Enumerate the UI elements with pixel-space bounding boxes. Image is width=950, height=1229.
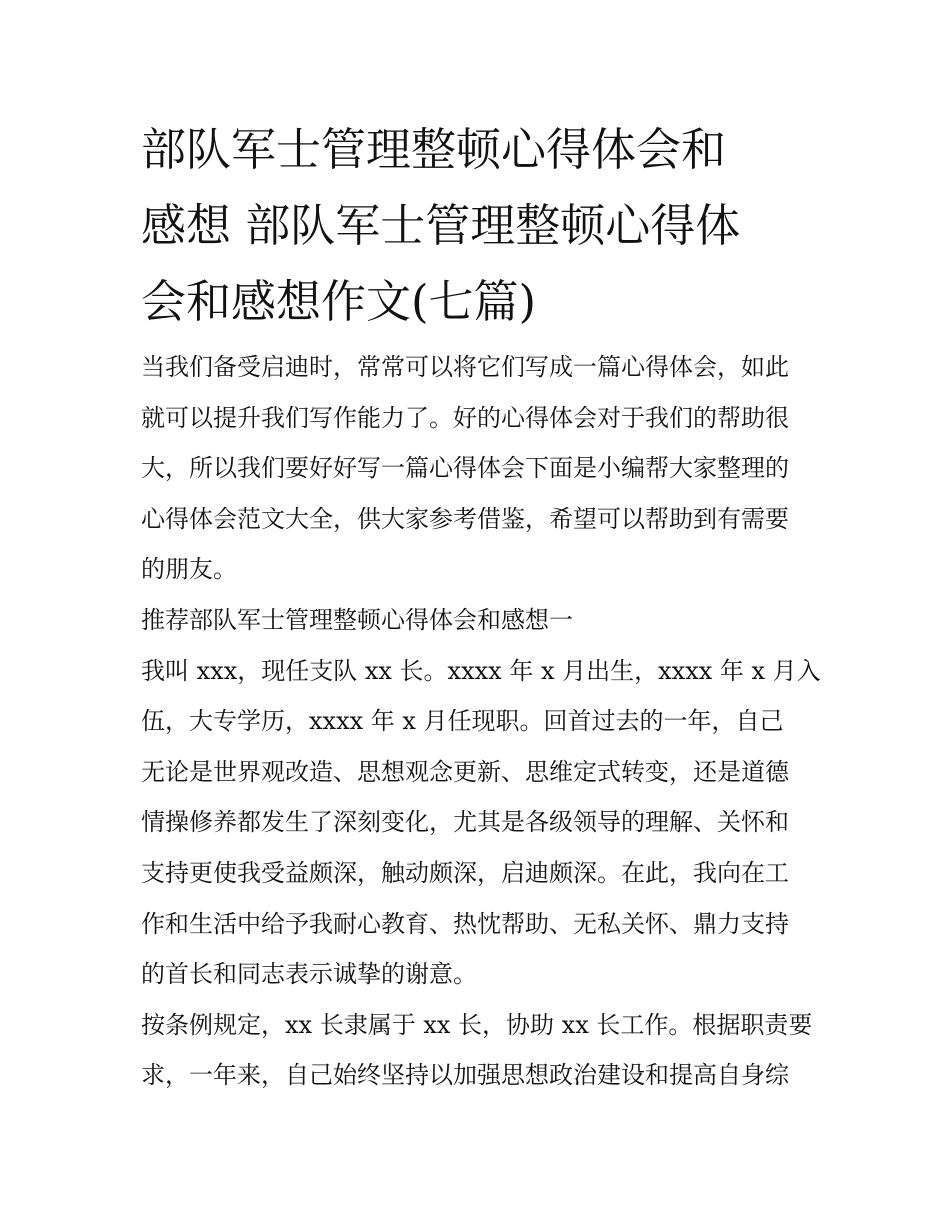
- body-line: 就可以提升我们写作能力了。好的心得体会对于我们的帮助很: [141, 403, 789, 432]
- body-line: 无论是世界观改造、思想观念更新、思维定式转变，还是道德: [141, 757, 789, 786]
- body-line: 我叫 xxx，现任支队 xx 长。xxxx 年 x 月出生，xxxx 年 x 月入: [141, 656, 821, 685]
- body-line: 的首长和同志表示诚挚的谢意。: [141, 960, 477, 989]
- document-content: [141, 112, 831, 1101]
- body-line: 支持更使我受益颇深，触动颇深，启迪颇深。在此，我向在工: [141, 858, 789, 887]
- body-line: 的朋友。: [141, 555, 237, 584]
- body-line: 大，所以我们要好好写一篇心得体会下面是小编帮大家整理的: [141, 454, 789, 483]
- body-line: 心得体会范文大全，供大家参考借鉴，希望可以帮助到有需要: [141, 504, 789, 533]
- body-line: 当我们备受启迪时，常常可以将它们写成一篇心得体会，如此: [141, 353, 789, 381]
- body-line: 伍，大专学历，xxxx 年 x 月任现职。回首过去的一年，自己: [141, 707, 784, 736]
- document-title: [141, 112, 831, 340]
- title-line: 部队军士管理整顿心得体会和: [141, 123, 727, 176]
- body-line: 情操修养都发生了深刻变化，尤其是各级领导的理解、关怀和: [141, 808, 789, 837]
- body-line: 作和生活中给予我耐心教育、热忱帮助、无私关怀、鼎力支持: [141, 909, 789, 938]
- document-body: [141, 342, 831, 1101]
- title-line: 会和感想作文(七篇): [141, 275, 537, 328]
- body-line: 按条例规定，xx 长隶属于 xx 长，协助 xx 长工作。根据职责要: [141, 1010, 813, 1039]
- body-line: 求，一年来，自己始终坚持以加强思想政治建设和提高自身综: [141, 1061, 789, 1090]
- title-line: 感想 部队军士管理整顿心得体: [141, 199, 741, 252]
- section-heading: 推荐部队军士管理整顿心得体会和感想一: [141, 605, 573, 634]
